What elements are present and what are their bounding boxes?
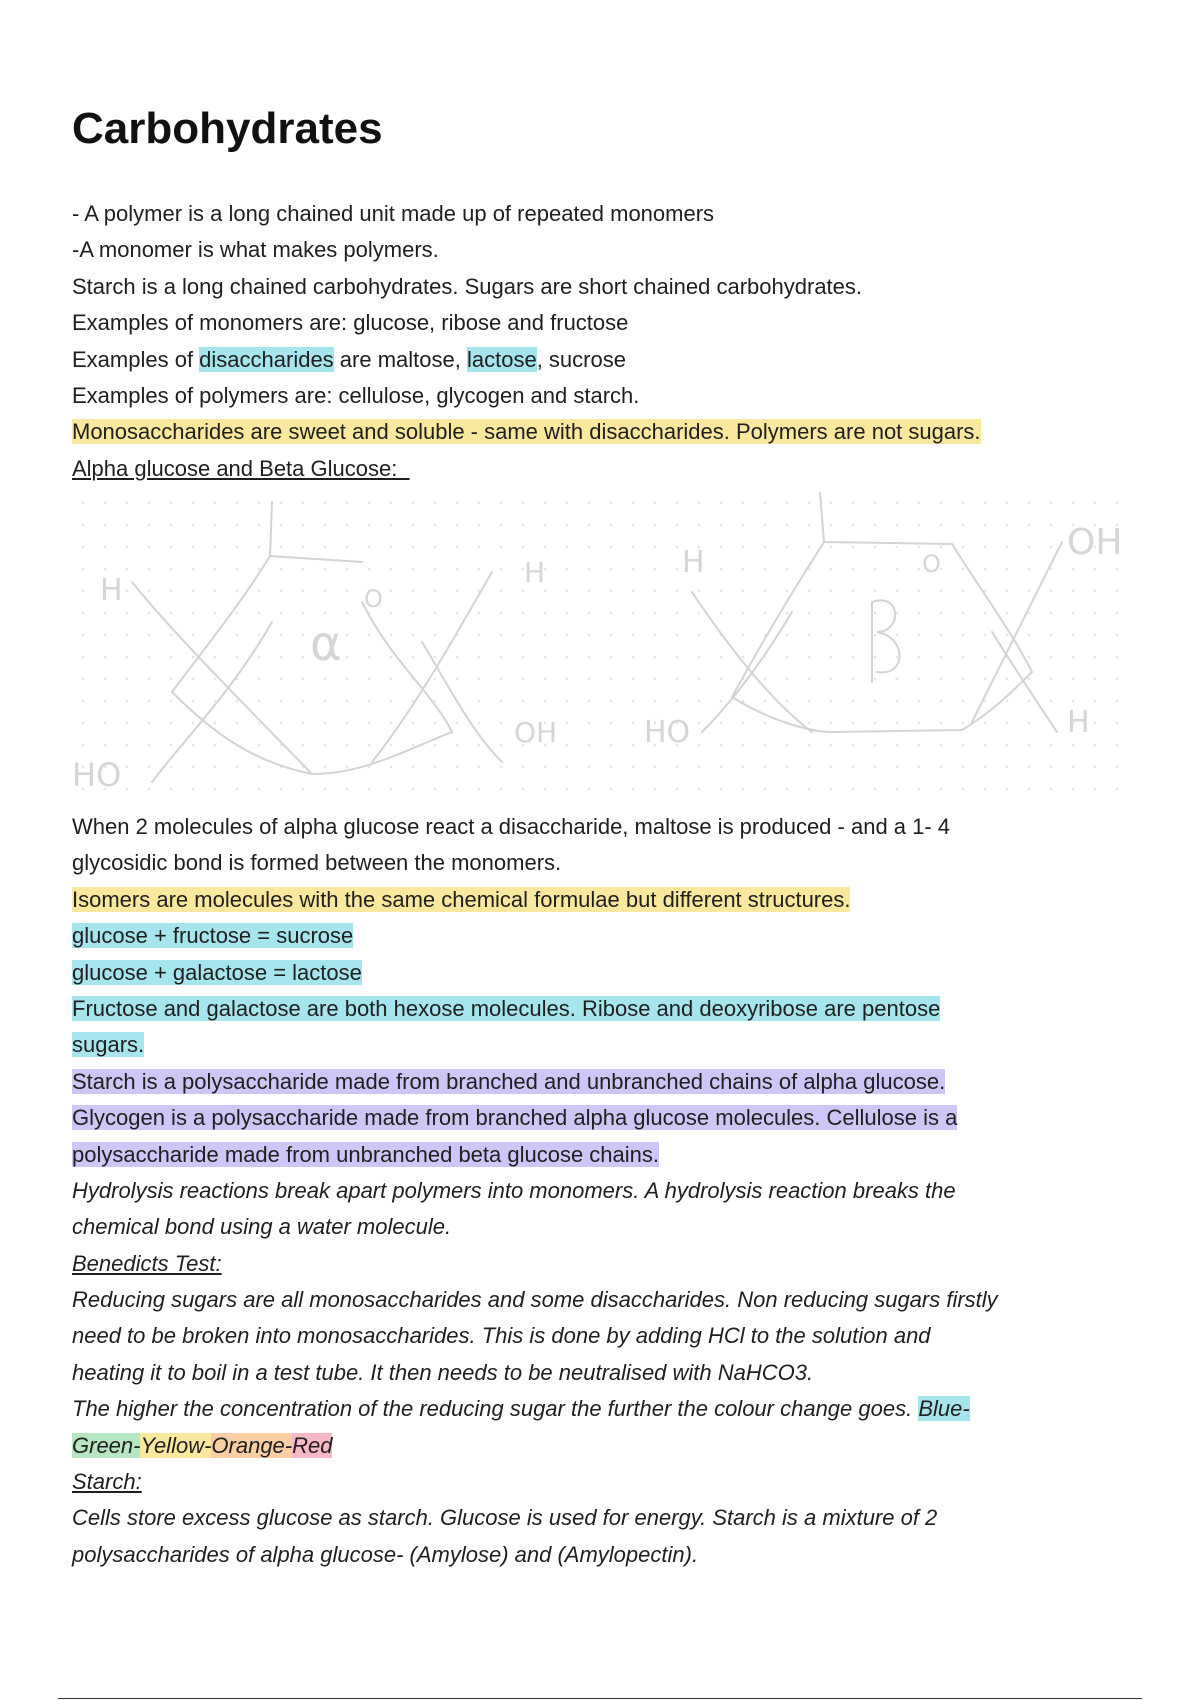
highlight-hexose-line: Fructose and galactose are both hexose molecules. Ribose and deoxyribose are pentose [72, 995, 941, 1021]
sweet-line-wrap [72, 414, 1132, 450]
alpha-labels [72, 556, 557, 794]
colour-yellow: Yellow- [140, 1432, 212, 1458]
highlight-sugars-line: sugars. [72, 1032, 145, 1058]
disaccharide-examples-line [72, 342, 1132, 378]
purple-line-wrap [72, 1137, 1132, 1173]
text-line: Cells store excess glucose as starch. Glucose is used for energy. Starch is a mixture of 2 [72, 1505, 938, 1531]
colour-red: Red [292, 1432, 333, 1458]
highlight-lactose: lactose [466, 346, 537, 372]
glucose-diagram [72, 492, 1132, 797]
text-line: Reducing sugars are all monosaccharides and some disaccharides. Non reducing sugars firstly [72, 1287, 998, 1313]
purple-line-wrap [72, 1100, 1132, 1136]
highlight-isomers: Isomers are molecules with the same chemical formulae but different structures. [72, 886, 851, 912]
colour-green: Green- [72, 1432, 141, 1458]
alpha-ho-label: HO [72, 756, 122, 794]
colour-blue: Blue- [918, 1396, 970, 1422]
beta-ho-label: HO [644, 715, 691, 750]
text-line: need to be broken into monosaccharides. This is done by adding HCl to the solution and [72, 1323, 931, 1349]
text-line: - A polymer is a long chained unit made up of repeated monomers [72, 201, 715, 226]
beta-oh-label: OH [1067, 522, 1123, 563]
cyan-line-wrap [72, 918, 1132, 954]
highlight-starch-line: Starch is a polysaccharide made from branched and unbranched chains of alpha glucose. [72, 1068, 946, 1094]
highlight-disaccharides: disaccharides [199, 346, 334, 372]
alpha-ring-oxygen: O [364, 585, 383, 613]
text-span: , sucrose [536, 346, 626, 372]
colour-orange: Orange- [211, 1432, 293, 1458]
beta-h-right-label: H [1067, 705, 1090, 740]
text-line: Starch is a long chained carbohydrates. Sugars are short chained carbohydrates. [72, 273, 863, 299]
starch-heading: Starch: [72, 1469, 142, 1495]
alpha-symbol: α [310, 616, 342, 672]
text-line: When 2 molecules of alpha glucose react a disaccharide, maltose is produced - and a 1- 4 [72, 814, 951, 839]
text-line: Hydrolysis reactions break apart polymers into monomers. A hydrolysis reaction breaks the [72, 1177, 956, 1203]
text-line: glycosidic bond is formed between the monomers. [72, 850, 562, 876]
beta-labels [644, 522, 1122, 750]
glucose-sketch [72, 492, 1132, 797]
beta-h-left-label: H [682, 545, 705, 580]
text-span: The higher the concentration of the reducing sugar the further the colour change goes. [72, 1396, 919, 1422]
highlight-lactose-equation: glucose + galactose = lactose [72, 959, 362, 985]
highlight-glycogen-line: Glycogen is a polysaccharide made from branched alpha glucose molecules. Cellulose is a [72, 1105, 958, 1131]
alpha-h-left-label: H [100, 573, 123, 608]
glucose-heading-wrap [72, 451, 1132, 487]
purple-line-wrap [72, 1064, 1132, 1100]
cyan-line-wrap [72, 955, 1132, 991]
text-line: Examples of polymers are: cellulose, glycogen and starch. [72, 382, 640, 408]
beta-symbol: β [867, 590, 890, 631]
text-line: polysaccharides of alpha glucose- (Amylose) and (Amylopectin). [72, 1541, 699, 1567]
colour-scale-line [72, 1428, 1132, 1464]
glucose-heading: Alpha glucose and Beta Glucose: [72, 455, 410, 481]
beta-ring-oxygen: O [922, 550, 941, 578]
intro-block [72, 196, 1132, 487]
text-span: are maltose, [333, 346, 467, 372]
text-line: Examples of monomers are: glucose, ribose and fructose [72, 310, 629, 336]
page-title: Carbohydrates [72, 104, 383, 153]
page-bottom-divider [58, 1698, 1142, 1699]
highlight-cellulose-line: polysaccharide made from unbranched beta glucose chains. [72, 1141, 660, 1167]
alpha-h-right-label: H [524, 556, 546, 589]
body-block [72, 809, 1132, 1573]
cyan-line-wrap [72, 1027, 1132, 1063]
highlight-sucrose-equation: glucose + fructose = sucrose [72, 923, 354, 949]
alpha-oh-label: OH [514, 716, 558, 749]
text-line: heating it to boil in a test tube. It then needs to be neutralised with NaHCO3. [72, 1359, 814, 1385]
cyan-line-wrap [72, 991, 1132, 1027]
text-line: chemical bond using a water molecule. [72, 1214, 452, 1240]
beta-glucose-sketch [692, 492, 1062, 732]
highlight-sweet-line: Monosaccharides are sweet and soluble - same with disaccharides. Polymers are not sugars. [72, 419, 981, 445]
text-line: -A monomer is what makes polymers. [72, 237, 439, 263]
benedicts-heading-wrap [72, 1246, 1132, 1282]
text-span: Examples of [72, 346, 200, 372]
starch-heading-wrap [72, 1464, 1132, 1500]
isomers-line-wrap [72, 882, 1132, 918]
colour-change-line [72, 1391, 1132, 1427]
benedicts-heading: Benedicts Test: [72, 1250, 222, 1276]
